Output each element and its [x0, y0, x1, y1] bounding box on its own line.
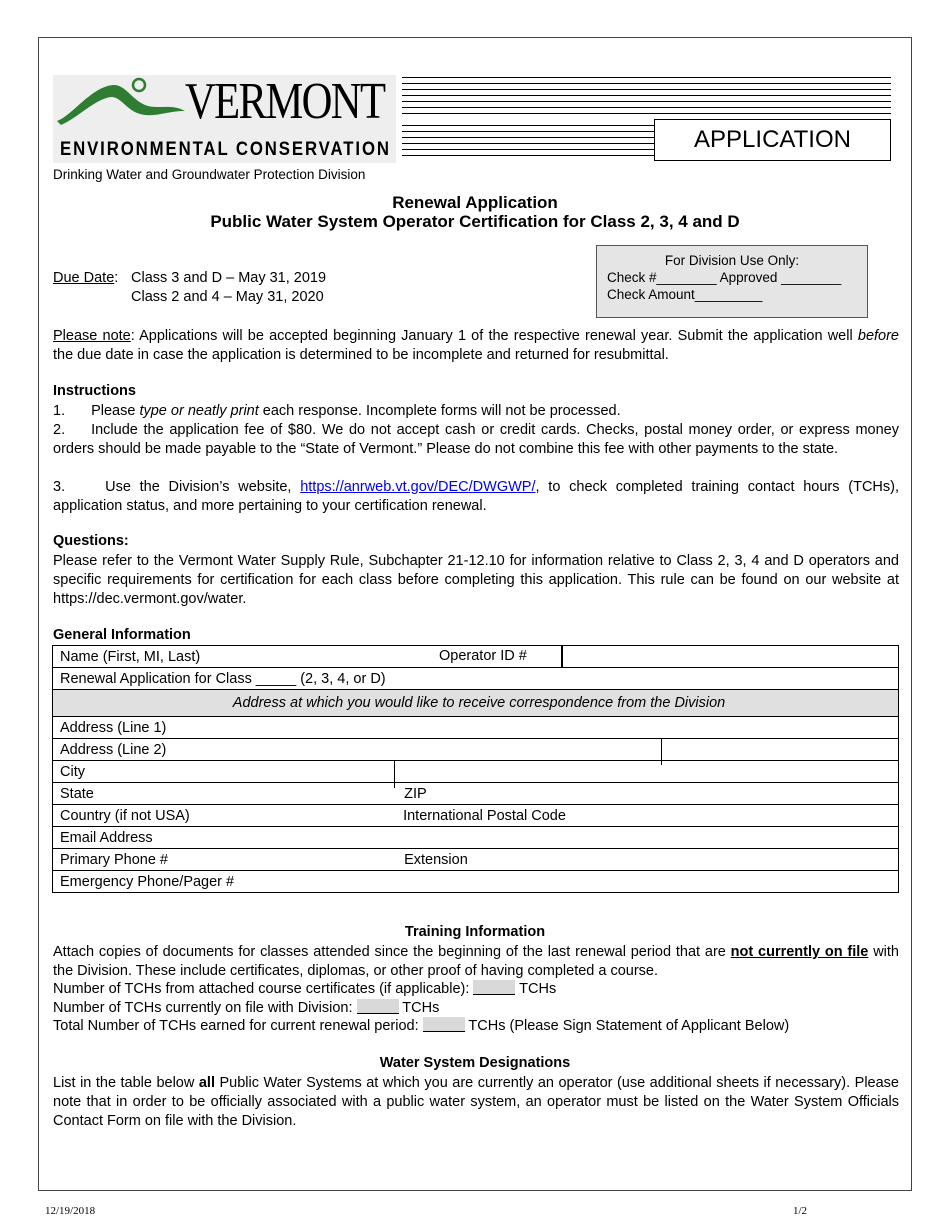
renewal-class-field[interactable]: Renewal Application for Class _____ (2, 3, 4, or D): [53, 668, 899, 690]
instruction-2-text: Include the application fee of $80. We do not accept cash or credit cards. Checks, postal money order, or express money orders should be made payable to the “State of Vermont.” Please do not combine this fee with other payments to the state.: [53, 422, 899, 457]
instruction-1-emph: type or neatly print: [139, 403, 259, 419]
general-info-table: [52, 645, 899, 893]
tch-attached-unit: TCHs: [515, 981, 557, 997]
instruction-1-num: 1.: [53, 403, 66, 419]
division-use-box: [596, 245, 868, 318]
tch-attached-line: [53, 980, 556, 999]
address-line-1-field[interactable]: Address (Line 1): [53, 717, 899, 739]
address-line-2-extra[interactable]: [662, 739, 899, 761]
intl-postal-field[interactable]: International Postal Code: [394, 805, 898, 827]
table-row: [53, 761, 899, 783]
instruction-2: [53, 421, 899, 459]
tch-total-unit: TCHs (Please Sign Statement of Applicant Below): [464, 1018, 790, 1034]
email-field[interactable]: Email Address: [53, 827, 899, 849]
check-amount-line: Check Amount_________: [607, 287, 763, 302]
zip-field[interactable]: ZIP: [394, 783, 898, 805]
designations-heading: Water System Designations: [379, 1055, 571, 1071]
check-approved-line: Check #________ Approved ________: [607, 270, 842, 285]
city-value[interactable]: [394, 761, 898, 783]
tch-on-file-label: Number of TCHs currently on file with Division:: [53, 1000, 357, 1016]
tch-total-input[interactable]: [423, 1017, 465, 1032]
instruction-1-a: Please: [91, 403, 140, 419]
footer-date: 12/19/2018: [45, 1205, 96, 1217]
operator-id-field[interactable]: [562, 646, 899, 668]
address-banner: Address at which you would like to receive correspondence from the Division: [53, 690, 899, 717]
title-line-1: Renewal Application: [392, 193, 558, 212]
table-row: [53, 646, 899, 668]
state-field[interactable]: State: [53, 783, 395, 805]
table-row: [53, 690, 899, 717]
general-info-heading: General Information: [53, 627, 191, 643]
city-field[interactable]: City: [53, 761, 395, 783]
dwgwp-website-link[interactable]: https://anrweb.vt.gov/DEC/DWGWP/: [300, 479, 536, 495]
instruction-1: [53, 402, 899, 421]
instruction-1-b: each response. Incomplete forms will not be processed.: [258, 403, 621, 419]
training-intro: [53, 943, 899, 981]
tch-attached-label: Number of TCHs from attached course certificates (if applicable):: [53, 981, 474, 997]
address-line-2-field[interactable]: Address (Line 2): [53, 739, 662, 761]
table-row: [53, 805, 899, 827]
operator-id-label: Operator ID #: [439, 648, 527, 664]
training-intro-emph: not currently on file: [730, 944, 869, 960]
tch-total-label: Total Number of TCHs earned for current renewal period:: [53, 1018, 423, 1034]
tch-on-file-line: [53, 999, 439, 1018]
emergency-phone-field[interactable]: Emergency Phone/Pager #: [53, 871, 899, 893]
city-divider: [394, 766, 395, 788]
due-date-line-2: Class 2 and 4 – May 31, 2020: [131, 289, 324, 305]
division-name: Drinking Water and Groundwater Protection Division: [53, 167, 366, 182]
please-note-text-b: the due date in case the application is determined to be incomplete and returned for resubmittal.: [53, 347, 669, 363]
title-line-2: Public Water System Operator Certification for Class 2, 3, 4 and D: [210, 212, 740, 231]
instruction-2-num: 2.: [53, 422, 66, 438]
designations-text-a: List in the table below: [53, 1075, 199, 1091]
training-heading: Training Information: [404, 924, 546, 940]
table-row: [53, 717, 899, 739]
instruction-3-b: , to check completed training contact hours (TCHs), application status, and more pertaining to your certification renewal.: [53, 479, 899, 514]
application-label: APPLICATION: [654, 119, 891, 161]
training-intro-a: Attach copies of documents for classes attended since the beginning of the last renewal period that are: [53, 944, 731, 960]
due-date-colon: :: [114, 270, 119, 286]
please-note-emph: before: [857, 328, 899, 344]
logo-subtitle: ENVIRONMENTAL CONSERVATION: [60, 138, 391, 160]
please-note: [53, 327, 899, 365]
tch-total-line: [53, 1017, 789, 1036]
designations-text-emph: all: [198, 1075, 215, 1091]
please-note-text-a: : Applications will be accepted beginning January 1 of the respective renewal year. Submit the application well: [130, 328, 858, 344]
due-date-label-wrap: [53, 270, 118, 286]
table-row: [53, 783, 899, 805]
instruction-3-a: Use the Division’s website,: [105, 479, 301, 495]
address-2-divider: [661, 743, 662, 765]
tch-attached-input[interactable]: [473, 980, 515, 995]
country-field[interactable]: Country (if not USA): [53, 805, 395, 827]
questions-text: Please refer to the Vermont Water Supply Rule, Subchapter 21-12.10 for information relative to Class 2, 3, 4 and D operators and specific requirements for certification for each class before completing this application. This rule can be found on our website at https://dec.vermont.gov/water.: [53, 553, 899, 607]
training-intro-b: with the Division. These include certificates, diplomas, or other proof of having completed a course.: [53, 944, 899, 979]
table-row: [53, 871, 899, 893]
please-note-label: Please note: [53, 328, 131, 344]
primary-phone-field[interactable]: Primary Phone #: [53, 849, 395, 871]
name-field[interactable]: [53, 646, 562, 668]
footer-page: 1/2: [793, 1205, 808, 1217]
logo-wordmark: VERMONT: [185, 73, 385, 130]
tch-on-file-input[interactable]: [357, 999, 399, 1014]
table-row: [53, 668, 899, 690]
due-date-label: Due Date: [53, 270, 115, 286]
name-label: Name (First, MI, Last): [60, 648, 201, 665]
instructions-heading: Instructions: [53, 383, 136, 399]
table-row: [53, 739, 899, 761]
extension-field[interactable]: Extension: [394, 849, 898, 871]
designations-text-b: Public Water Systems at which you are currently an operator (use additional sheets if necessary). Please note that in order to be officially associated with a public water system, an operator must be listed on the Water System Officials Contact Form on file with the Division.: [53, 1075, 900, 1129]
operator-id-divider: [562, 646, 563, 668]
table-row: [53, 827, 899, 849]
questions-heading: Questions:: [53, 533, 129, 549]
designations-text: [53, 1074, 899, 1131]
tch-on-file-unit: TCHs: [398, 1000, 440, 1016]
instruction-3: [53, 478, 899, 516]
due-date-line-1: Class 3 and D – May 31, 2019: [131, 270, 327, 286]
instruction-3-num: 3.: [53, 479, 66, 495]
division-use-title: For Division Use Only:: [664, 253, 800, 268]
table-row: [53, 849, 899, 871]
